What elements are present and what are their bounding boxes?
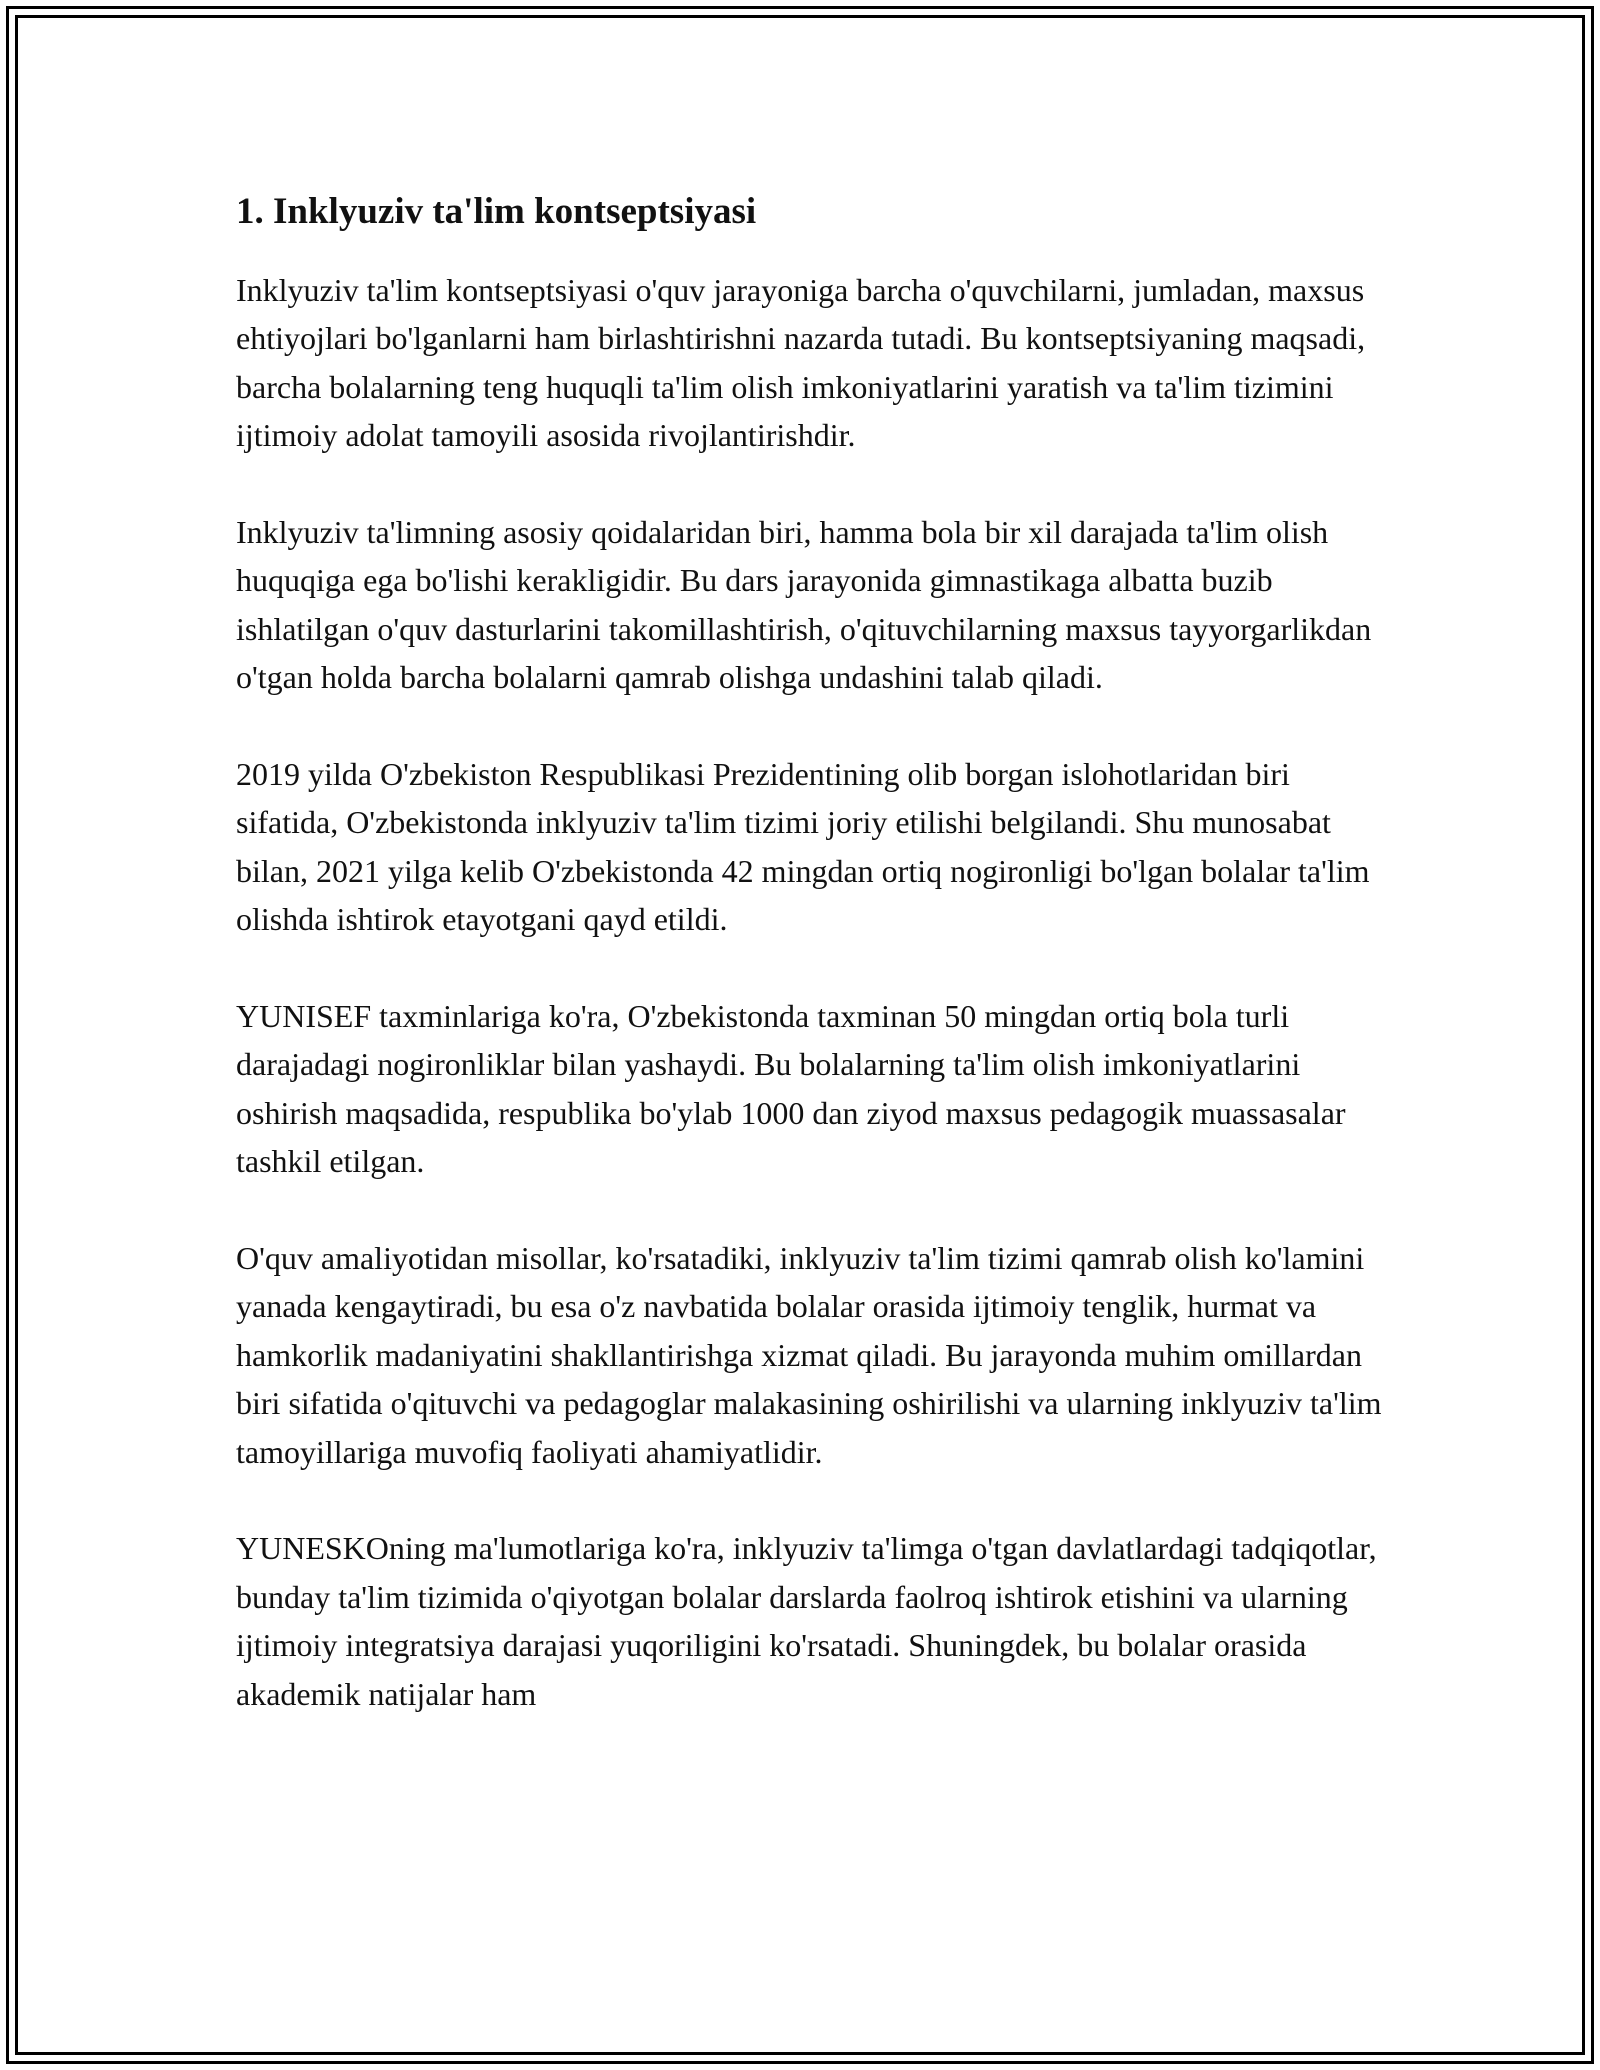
section-heading: 1. Inklyuziv ta'lim kontseptsiyasi: [236, 191, 757, 232]
paragraph-4: YUNISEF taxminlariga ko'ra, O'zbekistonda taxminan 50 mingdan ortiq bola turli darajadagi nogironliklar bilan yashaydi. Bu bolalarning ta'lim olish imkoniyatlarini oshirish maqsadida, respublika bo'ylab 1000 dan ziyod maxsus pedagogik muassasalar tashkil etilgan.: [236, 998, 1346, 1180]
paragraph-2: Inklyuziv ta'limning asosiy qoidalaridan biri, hamma bola bir xil darajada ta'lim olish huquqiga ega bo'lishi kerakligidir. Bu dars jarayonida gimnastikaga albatta buzib ishlatilgan o'quv dasturlarini takomillashtirish, o'qituvchilarning maxsus tayyorgarlikdan o'tgan holda barcha bolalarni qamrab olishga undashini talab qiladi.: [236, 514, 1372, 696]
document-body: [236, 188, 1386, 1718]
paragraph-3: 2019 yilda O'zbekiston Respublikasi Prezidentining olib borgan islohotlaridan biri sifatida, O'zbekistonda inklyuziv ta'lim tizimi joriy etilishi belgilandi. Shu munosabat bilan, 2021 yilga kelib O'zbekistonda 42 mingdan ortiq nogironligi bo'lgan bolalar ta'lim olishda ishtirok etayotgani qayd etildi.: [236, 756, 1370, 938]
paragraph-1: Inklyuziv ta'lim kontseptsiyasi o'quv jarayoniga barcha o'quvchilarni, jumladan, maxsus ehtiyojlari bo'lganlarni ham birlashtirishni nazarda tutadi. Bu kontseptsiyaning maqsadi, barcha bolalarning teng huquqli ta'lim olish imkoniyatlarini yaratish va ta'lim tizimini ijtimoiy adolat tamoyili asosida rivojlantirishdir.: [236, 272, 1366, 454]
paragraph-6: YUNESKOning ma'lumotlariga ko'ra, inklyuziv ta'limga o'tgan davlatlardagi tadqiqotlar, bunday ta'lim tizimida o'qiyotgan bolalar darslarda faolroq ishtirok etishini va ularning ijtimoiy integratsiya darajasi yuqoriligini ko'rsatadi. Shuningdek, bu bolalar orasida akademik natijalar ham: [236, 1530, 1377, 1712]
paragraph-5: O'quv amaliyotidan misollar, ko'rsatadiki, inklyuziv ta'lim tizimi qamrab olish ko'lamini yanada kengaytiradi, bu esa o'z navbatida bolalar orasida ijtimoiy tenglik, hurmat va hamkorlik madaniyatini shakllantirishga xizmat qiladi. Bu jarayonda muhim omillardan biri sifatida o'qituvchi va pedagoglar malakasining oshirilishi va ularning inklyuziv ta'lim tamoyillariga muvofiq faoliyati ahamiyatlidir.: [236, 1240, 1382, 1470]
